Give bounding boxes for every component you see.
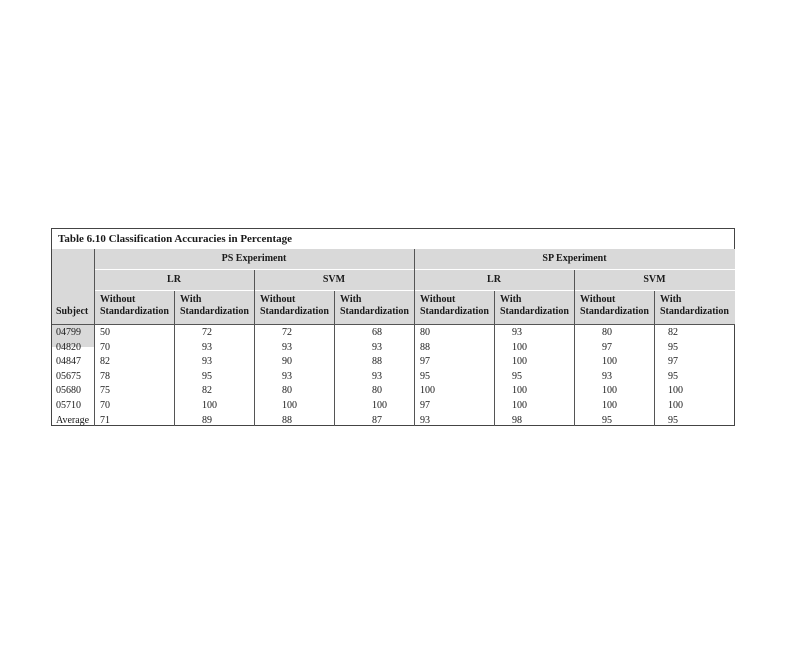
table-cell: 93	[420, 414, 430, 426]
table-cell: 50	[100, 327, 110, 338]
table-cell: 93	[282, 370, 292, 382]
col-header: Without Standardization	[260, 294, 329, 317]
table-cell: 100	[602, 400, 617, 411]
table-cell: 82	[668, 327, 678, 338]
header-bottom-rule	[52, 324, 735, 325]
column-divider	[574, 270, 575, 426]
table-cell: 68	[372, 327, 382, 338]
accuracy-table	[51, 228, 735, 426]
model-header-sp-lr: LR	[487, 274, 501, 285]
table-cell: 78	[100, 370, 110, 382]
table-cell: 80	[420, 327, 430, 338]
col-header: Without Standardization	[420, 294, 489, 317]
table-cell: 95	[668, 414, 678, 426]
experiment-header-ps: PS Experiment	[221, 253, 287, 264]
table-cell: 100	[602, 356, 617, 368]
table-row-subject: 05680	[56, 385, 81, 397]
table-cell: 95	[202, 370, 212, 382]
table-cell: 100	[202, 400, 217, 411]
table-cell: 93	[372, 341, 382, 353]
table-cell: 100	[512, 356, 527, 368]
table-row-subject: 04820	[56, 341, 81, 353]
table-cell: 100	[668, 400, 683, 411]
table-cell: 71	[100, 414, 110, 426]
table-cell: 88	[282, 414, 292, 426]
experiment-header-sp: SP Experiment	[542, 253, 607, 264]
table-cell: 93	[282, 341, 292, 353]
table-cell: 100	[282, 400, 297, 411]
table-cell: 100	[602, 385, 617, 397]
table-cell: 95	[420, 370, 430, 382]
table-cell: 82	[202, 385, 212, 397]
table-cell: 93	[372, 370, 382, 382]
col-header: With Standardization	[660, 294, 729, 317]
column-divider	[334, 291, 335, 426]
model-header-ps-lr: LR	[167, 274, 181, 285]
table-cell: 100	[668, 385, 683, 397]
table-cell: 70	[100, 400, 110, 411]
table-row-subject: 05675	[56, 370, 81, 382]
table-cell: 80	[282, 385, 292, 397]
table-caption: Table 6.10 Classification Accuracies in Percentage	[58, 233, 293, 245]
table-cell: 97	[602, 341, 612, 353]
table-cell: 88	[420, 341, 430, 353]
table-row-subject: Average	[56, 414, 90, 426]
table-cell: 95	[668, 341, 678, 353]
col-header: Without Standardization	[580, 294, 649, 317]
table-cell: 98	[512, 414, 522, 426]
table-cell: 97	[668, 356, 678, 368]
table-cell: 93	[202, 356, 212, 368]
table-cell: 75	[100, 385, 110, 397]
table-cell: 80	[372, 385, 382, 397]
table-cell: 72	[282, 327, 292, 338]
table-cell: 93	[512, 327, 522, 338]
model-header-sp-svm: SVM	[643, 274, 666, 285]
table-row-subject: 04847	[56, 356, 81, 368]
table-cell: 95	[668, 370, 678, 382]
subject-column-header: Subject	[56, 306, 89, 317]
col-header: With Standardization	[340, 294, 409, 317]
table-cell: 87	[372, 414, 382, 426]
table-cell: 88	[372, 356, 382, 368]
col-header: Without Standardization	[100, 294, 169, 317]
table-cell: 100	[512, 385, 527, 397]
table-cell: 95	[602, 414, 612, 426]
table-cell: 70	[100, 341, 110, 353]
table-cell: 93	[602, 370, 612, 382]
column-divider	[254, 270, 255, 426]
table-row-subject: 05710	[56, 400, 81, 411]
table-row-subject: 04799	[56, 327, 81, 338]
col-header: With Standardization	[500, 294, 569, 317]
table-cell: 89	[202, 414, 212, 426]
table-cell: 82	[100, 356, 110, 368]
table-cell: 100	[512, 400, 527, 411]
table-cell: 90	[282, 356, 292, 368]
column-divider	[174, 291, 175, 426]
table-cell: 97	[420, 400, 430, 411]
table-cell: 100	[420, 385, 435, 397]
table-cell: 80	[602, 327, 612, 338]
col-header: With Standardization	[180, 294, 249, 317]
column-divider	[494, 291, 495, 426]
table-cell: 72	[202, 327, 212, 338]
table-cell: 100	[512, 341, 527, 353]
table-cell: 100	[372, 400, 387, 411]
table-cell: 97	[420, 356, 430, 368]
table-cell: 95	[512, 370, 522, 382]
table-cell: 93	[202, 341, 212, 353]
model-header-ps-svm: SVM	[322, 274, 346, 285]
column-divider	[654, 291, 655, 426]
